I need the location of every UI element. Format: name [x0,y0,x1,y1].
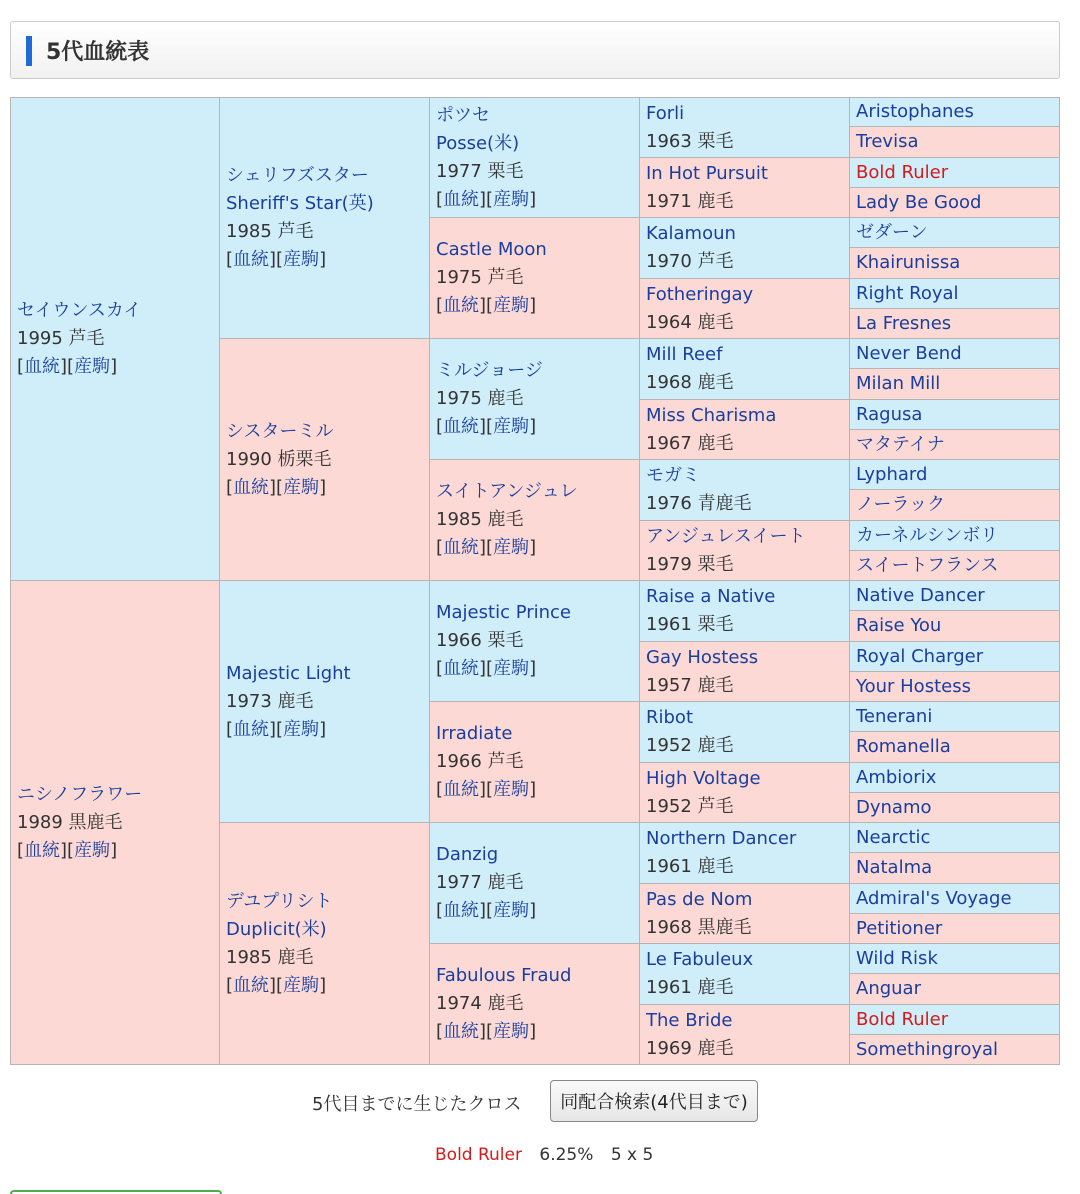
pedigree-cell-gen5 [850,793,1060,823]
pedigree-cell-gen4 [640,884,850,944]
pedigree-cell-gen4 [640,702,850,763]
bracket: ] [529,779,537,800]
pedigree-link[interactable]: 血統 [233,476,270,498]
pedigree-cell-gen3 [430,702,640,823]
horse-name-link[interactable]: Forli [646,102,685,124]
bracket: ] [529,537,537,558]
bracket: ][ [479,1021,494,1042]
horse-original-name-link[interactable]: Duplicit(米) [226,918,327,940]
bracket: ][ [479,658,494,679]
horse-birth-coat: 1969 鹿毛 [646,1037,734,1059]
horse-links [226,972,429,1000]
horse-name-link[interactable]: Pas de Nom [646,888,753,910]
pedigree-cell-gen3 [430,460,640,581]
horse-name-link[interactable]: シスターミル [226,420,334,442]
pedigree-cell-gen5 [850,188,1060,218]
horse-name-link[interactable]: Kalamoun [646,223,736,244]
bracket: ][ [479,416,494,437]
pedigree-cell-gen5 [850,97,1060,127]
horse-links [226,246,429,274]
pedigree-cell-gen5 [850,823,1060,853]
bracket: ] [319,249,327,270]
horse-links [436,897,639,925]
horse-birth-coat: 1975 鹿毛 [436,388,524,409]
bracket: ][ [479,537,494,558]
pedigree-cell-gen2 [220,581,430,823]
bracket: [ [436,537,444,558]
horse-name-link[interactable]: Royal Charger [856,645,984,667]
cross-pattern: 5 x 5 [610,1145,654,1165]
pedigree-cell-gen2 [220,339,430,581]
horse-name-link[interactable]: Danzig [436,844,499,865]
pedigree-cell-gen5 [850,158,1060,188]
horse-name-link[interactable]: The Bride [646,1009,733,1031]
pedigree-link[interactable]: 血統 [443,537,480,558]
horse-birth-coat: 1964 鹿毛 [646,311,734,333]
horse-links [436,655,639,683]
horse-name-link[interactable]: Fotheringay [646,283,754,305]
pedigree-link[interactable]: 血統 [24,839,61,861]
pedigree-cell-gen5 [850,763,1060,793]
horse-birth-coat: 1985 芦毛 [226,221,314,242]
pedigree-cell-gen4 [640,218,850,279]
horse-name-link[interactable]: マタテイナ [856,433,945,455]
horse-name-link[interactable]: Gay Hostess [646,646,759,668]
pedigree-link[interactable]: 血統 [233,718,270,740]
horse-birth-coat: 1989 黒鹿毛 [17,811,123,833]
pedigree-cell-gen4 [640,642,850,702]
pedigree-cell-gen1 [10,581,220,1065]
horse-name-link[interactable]: Somethingroyal [856,1038,999,1060]
bracket: ] [529,658,537,679]
bracket: ] [529,295,537,316]
horse-name-link[interactable]: Petitioner [856,917,943,939]
horse-name-link[interactable]: Fabulous Fraud [436,965,572,986]
pedigree-cell-gen3 [430,944,640,1065]
pedigree-cell-gen4 [640,279,850,339]
horse-birth-coat: 1995 芦毛 [17,328,105,349]
horse-name-link[interactable]: Bold Ruler [856,1008,949,1030]
progeny-link[interactable]: 産駒 [493,295,530,316]
horse-name-link[interactable]: Ambiorix [856,766,937,788]
pedigree-table [10,97,1060,1065]
horse-name-link[interactable]: モガミ [646,465,700,486]
horse-birth-coat: 1952 芦毛 [646,795,734,817]
horse-birth-coat: 1973 鹿毛 [226,690,314,712]
section-header-accent-bar [26,36,32,66]
horse-name-link[interactable]: Lady Be Good [856,191,982,213]
horse-name-link[interactable]: ノーラック [856,494,946,515]
pedigree-cell-gen4 [640,763,850,823]
horse-name-link[interactable]: カーネルシンボリ [856,524,999,546]
pedigree-cell-gen5 [850,944,1060,974]
pedigree-cell-gen4 [640,823,850,884]
bracket: [ [436,416,444,437]
horse-name-link[interactable]: Raise a Native [646,586,776,607]
section-header [10,21,1060,79]
progeny-link[interactable]: 産駒 [493,188,530,210]
horse-name-link[interactable]: ポツセ [436,104,490,126]
horse-birth-coat: 1977 鹿毛 [436,872,524,893]
horse-name-link[interactable]: Le Fabuleux [646,949,754,970]
horse-name-link[interactable]: Aristophanes [856,101,974,122]
horse-name-link[interactable]: Northern Dancer [646,828,797,849]
horse-birth-coat: 1961 鹿毛 [646,977,734,998]
same-breeding-search-button[interactable]: 同配合検索(4代目まで) [550,1080,758,1122]
bracket: [ [226,718,234,740]
pedigree-cell-gen5 [850,521,1060,551]
pedigree-cell-gen4 [640,460,850,521]
horse-birth-coat: 1961 鹿毛 [646,856,734,877]
next-section-button-edge[interactable] [10,1190,222,1194]
pedigree-link[interactable]: 血統 [443,658,480,679]
progeny-link[interactable]: 産駒 [283,249,320,270]
pedigree-link[interactable]: 血統 [443,900,480,921]
horse-birth-coat: 1985 鹿毛 [226,946,314,968]
horse-birth-coat: 1974 鹿毛 [436,993,524,1014]
horse-birth-coat: 1971 鹿毛 [646,190,734,212]
pedigree-cell-gen3 [430,339,640,460]
pedigree-cell-gen5 [850,339,1060,369]
pedigree-cell-gen5 [850,672,1060,702]
horse-birth-coat: 1979 栗毛 [646,553,734,575]
horse-links [436,413,639,441]
pedigree-link[interactable]: 血統 [24,356,61,377]
horse-name-link[interactable]: Raise You [856,615,942,636]
horse-name-link[interactable]: スイトアンジュレ [436,481,578,502]
progeny-link[interactable]: 産駒 [74,356,111,377]
bracket: [ [436,1021,444,1042]
progeny-link[interactable]: 産駒 [493,537,530,558]
horse-name-link[interactable]: Your Hostess [856,675,971,697]
progeny-link[interactable]: 産駒 [493,416,530,437]
bracket: ][ [60,839,75,861]
pedigree-cell-gen1 [10,97,220,581]
horse-name-link[interactable]: Tenerani [856,705,933,727]
bracket: [ [436,658,444,679]
pedigree-cell-gen4 [640,97,850,158]
bracket: [ [436,900,444,921]
pedigree-link[interactable]: 血統 [233,974,270,996]
pedigree-cell-gen5 [850,279,1060,309]
pedigree-cell-gen3 [430,823,640,944]
horse-name-link[interactable]: デユプリシト [226,890,333,912]
pedigree-cell-gen5 [850,702,1060,732]
bracket: ][ [60,356,75,377]
horse-birth-coat: 1985 鹿毛 [436,509,524,530]
pedigree-cell-gen4 [640,944,850,1005]
bracket: ] [529,416,537,437]
horse-birth-coat: 1952 鹿毛 [646,735,734,756]
bracket: ][ [479,779,494,800]
horse-links [436,186,639,214]
progeny-link[interactable]: 産駒 [493,779,530,800]
cross-percent: 6.25% [539,1145,594,1165]
pedigree-cell-gen5 [850,732,1060,763]
progeny-link[interactable]: 産駒 [283,476,320,498]
horse-name-link[interactable]: ニシノフラワー [17,783,143,805]
bracket: ][ [269,249,284,270]
horse-name-link[interactable]: Mill Reef [646,344,723,365]
bracket: ] [110,839,118,861]
horse-name-link[interactable]: High Voltage [646,767,761,789]
pedigree-cell-gen5 [850,611,1060,642]
pedigree-cell-gen4 [640,339,850,400]
pedigree-cell-gen2 [220,97,430,339]
horse-birth-coat: 1977 栗毛 [436,160,524,182]
pedigree-cell-gen5 [850,914,1060,944]
horse-links [436,1018,639,1046]
horse-birth-coat: 1976 青鹿毛 [646,493,752,514]
bracket: [ [436,188,444,210]
horse-name-link[interactable]: Dynamo [856,796,932,818]
horse-birth-coat: 1970 芦毛 [646,251,734,272]
pedigree-cell-gen4 [640,581,850,642]
horse-name-link[interactable]: Right Royal [856,282,959,304]
pedigree-link[interactable]: 血統 [443,1021,480,1042]
bracket: ] [110,356,118,377]
horse-name-link[interactable]: ゼダーン [856,221,928,243]
horse-name-link[interactable]: La Fresnes [856,312,952,334]
horse-name-link[interactable]: Lyphard [856,463,928,485]
bracket: ][ [479,900,494,921]
horse-name-link[interactable]: In Hot Pursuit [646,162,768,184]
horse-birth-coat: 1975 芦毛 [436,267,524,288]
pedigree-link[interactable]: 血統 [443,779,480,800]
horse-name-link[interactable]: Khairunissa [856,252,961,273]
pedigree-cell-gen5 [850,430,1060,460]
horse-name-link[interactable]: Natalma [856,857,933,878]
pedigree-cell-gen5 [850,1005,1060,1035]
horse-birth-coat: 1967 鹿毛 [646,432,734,454]
pedigree-cell-gen5 [850,1035,1060,1065]
horse-birth-coat: 1966 芦毛 [436,751,524,772]
bracket: [ [17,839,25,861]
horse-name-link[interactable]: Miss Charisma [646,404,777,426]
horse-links [17,837,219,865]
horse-birth-coat: 1968 鹿毛 [646,372,734,393]
pedigree-cell-gen5 [850,127,1060,158]
horse-name-link[interactable]: Romanella [856,736,951,757]
horse-name-link[interactable]: Native Dancer [856,584,985,606]
progeny-link[interactable]: 産駒 [283,974,320,996]
bracket: [ [17,356,25,377]
progeny-link[interactable]: 産駒 [493,1021,530,1042]
bracket: ] [319,476,327,498]
pedigree-cell-gen3 [430,581,640,702]
bracket: [ [436,779,444,800]
horse-birth-coat: 1990 栃栗毛 [226,448,332,470]
horse-name-link[interactable]: セイウンスカイ [17,300,142,321]
pedigree-cell-gen5 [850,460,1060,490]
horse-name-link[interactable]: Never Bend [856,342,962,364]
horse-name-link[interactable]: Trevisa [856,131,919,152]
horse-birth-coat: 1968 黒鹿毛 [646,916,752,938]
pedigree-cell-gen5 [850,490,1060,521]
horse-links [436,776,639,804]
cross-label: 5代目までに生じたクロス [312,1094,522,1115]
pedigree-cell-gen5 [850,581,1060,611]
horse-name-link[interactable]: Admiral's Voyage [856,887,1012,909]
horse-name-link[interactable]: Irradiate [436,723,513,744]
horse-name-link[interactable]: Castle Moon [436,239,547,260]
horse-name-link[interactable]: Bold Ruler [856,161,949,183]
pedigree-cell-gen5 [850,218,1060,248]
bracket: [ [226,974,234,996]
pedigree-cell-gen5 [850,853,1060,884]
pedigree-cell-gen2 [220,823,430,1065]
horse-links [17,353,219,381]
horse-name-link[interactable]: ミルジョージ [436,360,543,381]
cross-result-row [435,1145,653,1165]
horse-links [226,474,429,502]
cross-section [0,1080,1080,1194]
cross-horse-link[interactable]: Bold Ruler [435,1145,522,1165]
horse-name-link[interactable]: Ribot [646,707,694,728]
bracket: ] [319,718,327,740]
bracket: ][ [479,295,494,316]
horse-name-link[interactable]: Ragusa [856,403,923,425]
horse-name-link[interactable]: Wild Risk [856,947,938,969]
horse-birth-coat: 1961 栗毛 [646,614,734,635]
pedigree-cell-gen4 [640,1005,850,1065]
horse-name-link[interactable]: Anguar [856,978,921,999]
horse-name-link[interactable]: Majestic Light [226,662,351,684]
horse-name-link[interactable]: Nearctic [856,826,931,848]
progeny-link[interactable]: 産駒 [283,718,320,740]
pedigree-cell-gen3 [430,97,640,218]
progeny-link[interactable]: 産駒 [493,900,530,921]
bracket: ] [529,1021,537,1042]
horse-links [436,534,639,562]
horse-name-link[interactable]: Majestic Prince [436,602,572,623]
bracket: ][ [479,188,494,210]
bracket: ] [529,188,537,210]
horse-links [226,716,429,744]
horse-links [436,292,639,320]
horse-name-link[interactable]: シェリフズスター [226,165,369,186]
bracket: ] [529,900,537,921]
bracket: [ [226,476,234,498]
pedigree-cell-gen4 [640,400,850,460]
bracket: ] [319,974,327,996]
horse-name-link[interactable]: スイートフランス [856,554,999,576]
pedigree-cell-gen5 [850,974,1060,1005]
pedigree-link[interactable]: 血統 [443,295,480,316]
pedigree-cell-gen5 [850,248,1060,279]
progeny-link[interactable]: 産駒 [493,658,530,679]
pedigree-link[interactable]: 血統 [233,249,270,270]
section-title: 5代血統表 [46,40,150,65]
pedigree-cell-gen5 [850,309,1060,339]
pedigree-cell-gen5 [850,884,1060,914]
horse-birth-coat: 1957 鹿毛 [646,674,734,696]
horse-name-link[interactable]: Milan Mill [856,373,941,394]
bracket: ][ [269,974,284,996]
pedigree-link[interactable]: 血統 [443,188,480,210]
bracket: ][ [269,718,284,740]
progeny-link[interactable]: 産駒 [74,839,111,861]
horse-birth-coat: 1966 栗毛 [436,630,524,651]
horse-original-name-link[interactable]: Posse(米) [436,132,520,154]
bracket: [ [226,249,234,270]
bracket: [ [436,295,444,316]
bracket: ][ [269,476,284,498]
pedigree-cell-gen4 [640,521,850,581]
horse-birth-coat: 1963 栗毛 [646,130,734,152]
horse-original-name-link[interactable]: Sheriff's Star(英) [226,193,374,214]
pedigree-cell-gen5 [850,551,1060,581]
pedigree-cell-gen5 [850,642,1060,672]
pedigree-link[interactable]: 血統 [443,416,480,437]
pedigree-cell-gen4 [640,158,850,218]
horse-name-link[interactable]: アンジュレスイート [646,525,806,547]
pedigree-cell-gen5 [850,400,1060,430]
pedigree-cell-gen3 [430,218,640,339]
pedigree-cell-gen5 [850,369,1060,400]
